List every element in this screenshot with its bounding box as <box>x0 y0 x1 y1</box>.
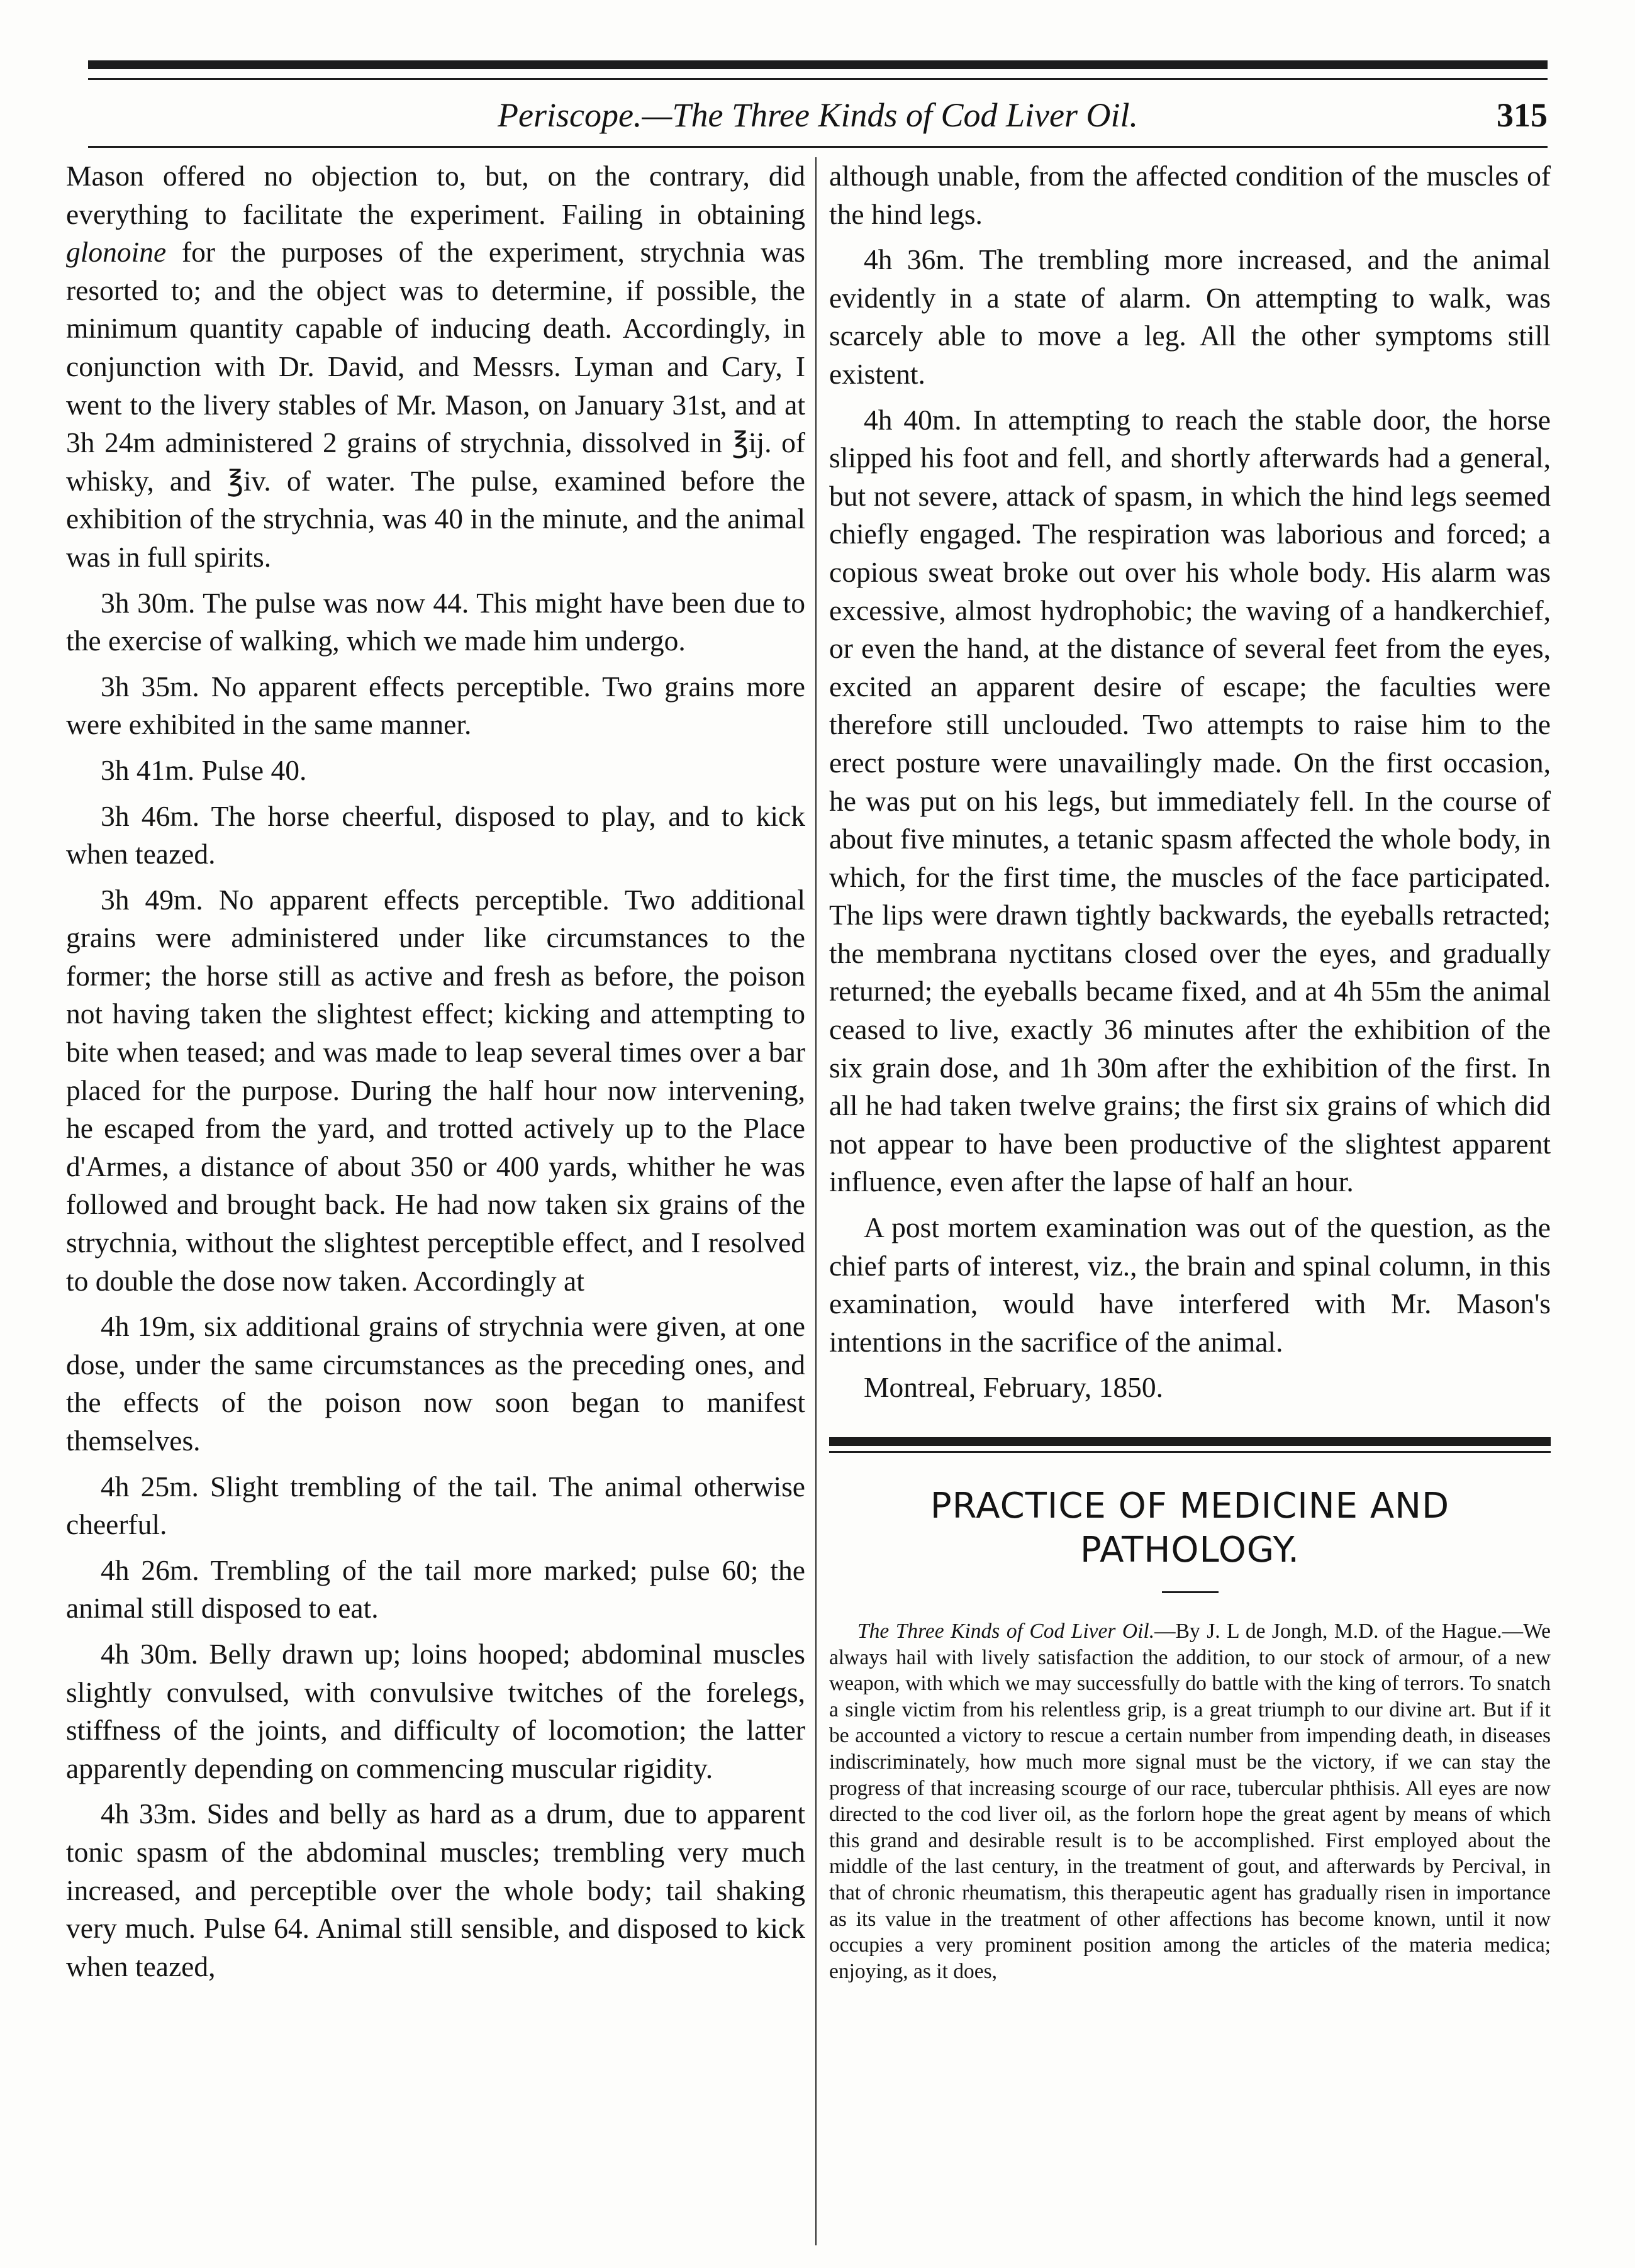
short-rule <box>1162 1591 1219 1593</box>
page-header <box>88 87 1548 143</box>
paragraph: 3h 30m. The pulse was now 44. This might have been due to the exercise of walking, which we made him undergo. <box>66 586 805 657</box>
paragraph-text: for the purposes of the experiment, strychnia was resorted to; and the object was to determine, if possible, the minimum quantity capable of inducing death. Accordingly, in conjunction with Dr. David, and Messrs. Lyman and Cary, I went to the livery stables of Mr. Mason, on January 31st, and at 3h 24m administered 2 grains of strychnia, dissolved in ℥ij. of whisky, and ℥iv. of water. The pulse, examined before the exhibition of the strychnia, was 40 in the minute, and the animal was in full spirits. <box>66 236 805 573</box>
section-thin-rule <box>829 1451 1551 1453</box>
paragraph: 4h 26m. Trembling of the tail more marked; pulse 60; the animal still disposed to eat. <box>66 1554 805 1625</box>
top-border-thin-rule <box>88 78 1548 80</box>
top-border-rule <box>88 60 1548 69</box>
abstract-title: The Three Kinds of Cod Liver Oil. <box>857 1620 1155 1643</box>
paragraph: 4h 36m. The trembling more increased, and the animal evidently in a state of alarm. On attempting to walk, was scarcely able to move a leg. All the other symptoms still existent. <box>829 243 1551 390</box>
header-rule <box>88 146 1548 148</box>
paragraph: 4h 25m. Slight trembling of the tail. The animal otherwise cheerful. <box>66 1470 805 1541</box>
right-column <box>829 157 1551 1984</box>
paragraph: 4h 40m. In attempting to reach the stable door, the horse slipped his foot and fell, and shortly afterwards had a general, but not severe, attack of spasm, in which the hind legs seemed chiefly engaged. The respiration was laborious and forced; a copious sweat broke out over his whole body. His alarm was excessive, almost hydrophobic; the waving of a handkerchief, or even the hand, at the distance of several feet from the eyes, excited an apparent desire of escape; the faculties were therefore still unclouded. Two attempts to raise him to the erect posture were unavailingly made. On the first occasion, he was put on his legs, but immediately fell. In the course of about five minutes, a tetanic spasm affected the whole body, in which, for the first time, the muscles of the face participated. The lips were drawn tightly backwards, the eyeballs retracted; the membrana nyctitans closed over the eyes, and gradually returned; the eyeballs became fixed, and at 4h 55m the animal ceased to live, exactly 36 minutes after the exhibition of the six grain dose, and 1h 30m after the exhibition of the first. In all he had taken twelve grains; the first six grains of which did not appear to have been productive of the slightest apparent influence, even after the lapse of half an hour. <box>829 403 1551 1198</box>
paragraph: A post mortem examination was out of the question, as the chief parts of interest, viz., the brain and spinal column, in this examination, would have interfered with Mr. Mason's intentions in the sacrifice of the animal. <box>829 1211 1551 1358</box>
left-column <box>66 157 805 1993</box>
paragraph: 3h 35m. No apparent effects perceptible. Two grains more were exhibited in the same manner. <box>66 670 805 741</box>
column-divider <box>815 157 817 2245</box>
page-number: 315 <box>1497 96 1548 134</box>
paragraph: although unable, from the affected condition of the muscles of the hind legs. <box>829 160 1551 230</box>
section-rule <box>829 1437 1551 1446</box>
paragraph-text: Mason offered no objection to, but, on the contrary, did everything to facilitate the experiment. Failing in obtaining <box>66 160 805 230</box>
paragraph: 3h 49m. No apparent effects perceptible. Two additional grains were administered under like circumstances to the former; the horse still as active and fresh as before, the poison not having taken the slightest effect; kicking and attempting to bite when teased; and was made to leap several times over a bar placed for the purpose. During the half hour now intervening, he escaped from the yard, and trotted actively up to the Place d'Armes, a distance of about 350 or 400 yards, whither he was followed and brought back. He had now taken six grains of the strychnia, without the slightest perceptible effect, and I resolved to double the dose now taken. Accordingly at <box>66 883 805 1297</box>
italic-term: glonoine <box>66 236 167 269</box>
paragraph: 4h 33m. Sides and belly as hard as a drum, due to apparent tonic spasm of the abdominal muscles; trembling very much increased, and perceptible over the whole body; tail shaking very much. Pulse 64. Animal still sensible, and disposed to kick when teazed, <box>66 1798 805 1982</box>
abstract-paragraph <box>829 1618 1551 1984</box>
paragraph: 3h 46m. The horse cheerful, disposed to play, and to kick when teazed. <box>66 799 805 870</box>
running-title: Periscope.—The Three Kinds of Cod Liver Oil. <box>498 96 1138 134</box>
abstract-text: —By J. L de Jongh, M.D. of the Hague.—We always hail with lively satisfaction the addition, to our stock of armour, of a new weapon, with which we may successfully do battle with the king of terrors. To snatch a single victim from his relentless grip, is a great triumph to our divine art. But if it be accounted a victory to rescue a certain number from impending death, in diseases indiscriminately, how much more signal must be the victory, if we can stay the progress of that increasing scourge of our race, tubercular phthisis. All eyes are now directed to the cod liver oil, as the forlorn hope the great agent by means of which this grand and desirable result is to be accomplished. First employed about the middle of the last century, in the treatment of gout, and afterwards by Percival, in that of chronic rheumatism, this therapeutic agent has gradually risen in importance as its value in the treatment of other affections has become known, until it now occupies a very prominent position among the articles of the materia medica; enjoying, as it does, <box>829 1620 1551 1983</box>
paragraph: 4h 19m, six additional grains of strychnia were given, at one dose, under the same circumstances as the preceding ones, and the effects of the poison now soon began to manifest themselves. <box>66 1310 805 1457</box>
section-title: PRACTICE OF MEDICINE AND PATHOLOGY. <box>930 1486 1450 1570</box>
paragraph: 4h 30m. Belly drawn up; loins hooped; abdominal muscles slightly convulsed, with convulsive twitches of the forelegs, stiffness of the joints, and difficulty of locomotion; the latter apparently depending on commencing muscular rigidity. <box>66 1637 805 1784</box>
dateline: Montreal, February, 1850. <box>864 1371 1163 1404</box>
paragraph <box>66 157 805 577</box>
paragraph: 3h 41m. Pulse 40. <box>101 753 307 786</box>
